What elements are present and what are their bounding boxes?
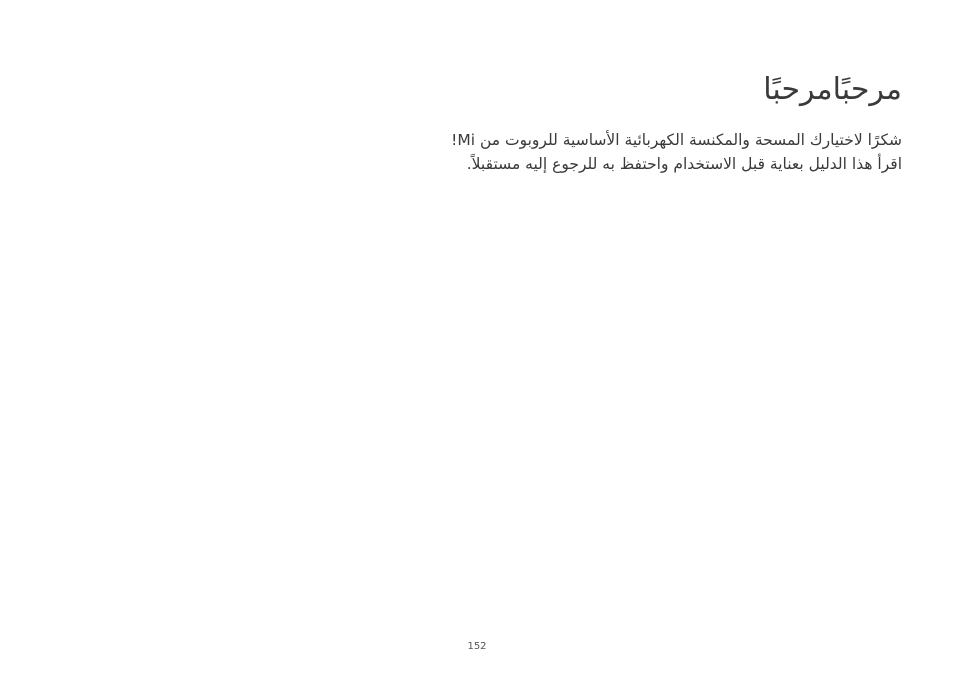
- page-heading: مرحبًامرحبًا: [763, 72, 902, 107]
- page-number: 152: [467, 641, 487, 652]
- intro-paragraph-line-1: شكرًا لاختيارك المسحة والمكنسة الكهربائية الأساسية للروبوت من Mi!: [451, 131, 902, 149]
- intro-paragraph-line-2: اقرأ هذا الدليل بعناية قبل الاستخدام واحتفظ به للرجوع إليه مستقبلاً.: [466, 155, 902, 173]
- intro-paragraph: [302, 128, 902, 176]
